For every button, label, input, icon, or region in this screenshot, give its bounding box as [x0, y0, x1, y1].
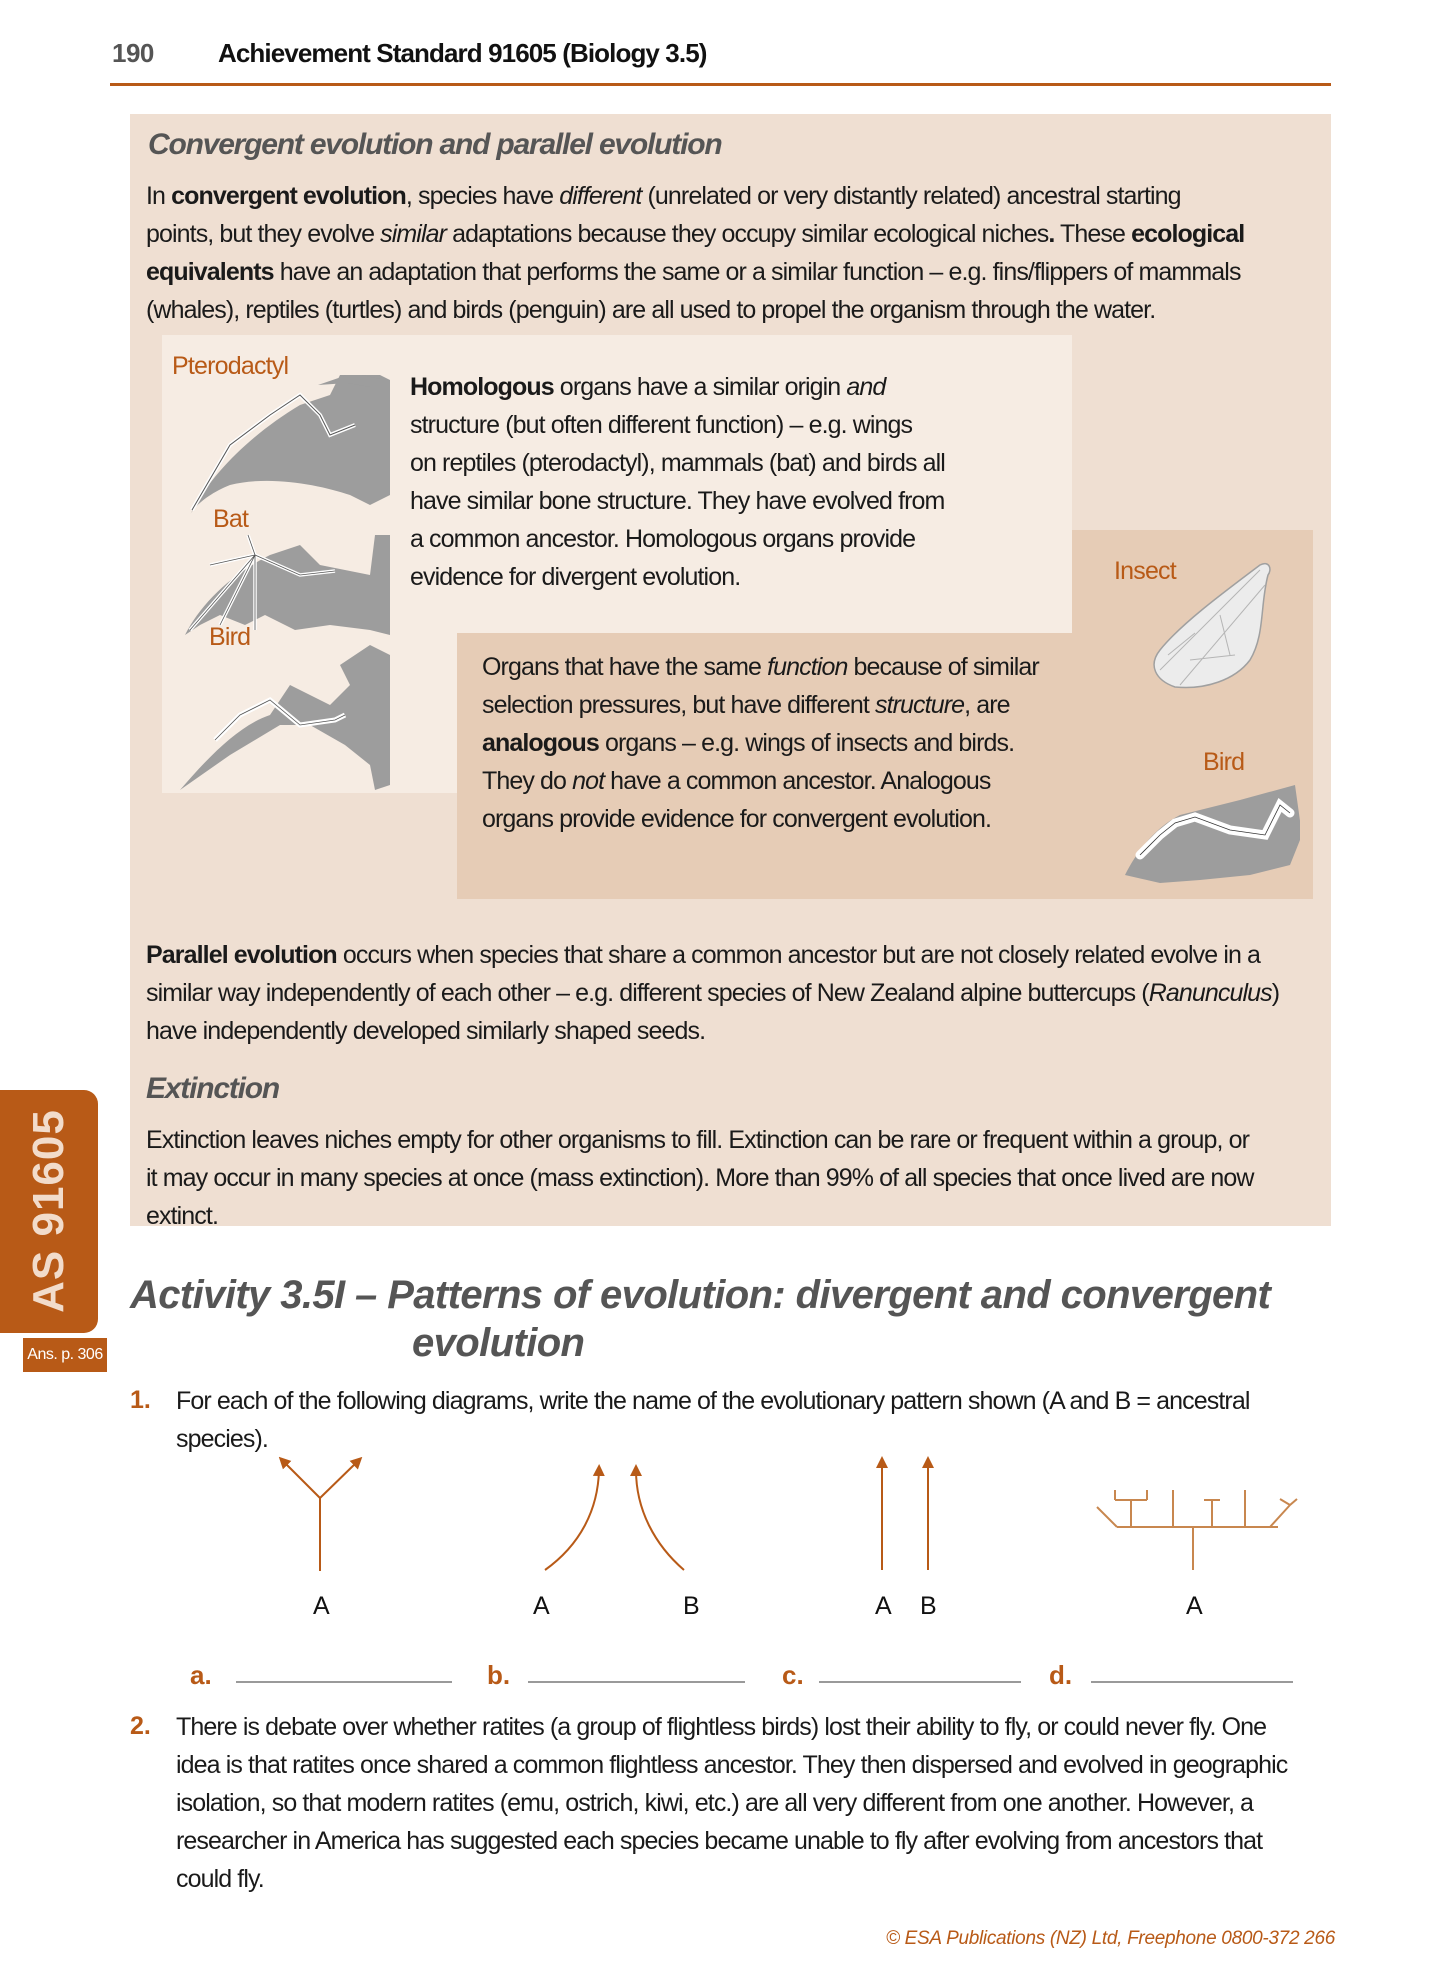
text-line: Homologous organs have a similar origin and [410, 373, 886, 401]
answer-b-letter: b. [487, 1660, 511, 1690]
footer-copyright: © ESA Publications (NZ) Ltd, Freephone 0800-372 266 [886, 1928, 1335, 1949]
text-line: Extinction leaves niches empty for other organisms to fill. Extinction can be rare or frequent within a group, or [146, 1126, 1250, 1154]
text-line: structure (but often different function) – e.g. wings [410, 411, 913, 439]
answer-b-input[interactable] [528, 1681, 745, 1683]
text-line: similar way independently of each other – e.g. different species of New Zealand alpine buttercups (Ranunculus) [146, 979, 1280, 1007]
extinction-heading: Extinction [146, 1072, 280, 1105]
question-1-text-line2: species). [176, 1425, 268, 1453]
text-line: have independently developed similarly shaped seeds. [146, 1017, 706, 1045]
diagram-a-label-a: A [313, 1592, 330, 1620]
question-2-text-line5: could fly. [176, 1865, 264, 1893]
homologous-wings-illustration [170, 375, 390, 795]
question-2-text-line4: researcher in America has suggested each species became unable to fly after evolving from ancestors that [176, 1827, 1263, 1855]
header-divider [110, 83, 1331, 86]
text-line: equivalents have an adaptation that performs the same or a similar function – e.g. fins/flippers of mammals [146, 258, 1241, 286]
text-line: They do not have a common ancestor. Analogous [482, 767, 991, 795]
label-bat: Bat [213, 505, 249, 533]
diagram-d-radiation-icon [1097, 1490, 1297, 1570]
text-line: have similar bone structure. They have evolved from [410, 487, 945, 515]
label-bird-homologous: Bird [209, 623, 251, 651]
page-header-title: Achievement Standard 91605 (Biology 3.5) [218, 38, 707, 68]
answer-c-letter: c. [782, 1660, 804, 1690]
question-2-text-line2: idea is that ratites once shared a common flightless ancestor. They then dispersed and evolved in geographic [176, 1751, 1288, 1779]
diagram-a-divergent-icon [283, 1461, 358, 1571]
answer-d-input[interactable] [1091, 1681, 1293, 1683]
diagram-c-parallel-icon [882, 1462, 928, 1570]
label-bird-analogous: Bird [1203, 748, 1245, 776]
question-2-text-line1: There is debate over whether ratites (a group of flightless birds) lost their ability to fly, or could never fly. One [176, 1713, 1267, 1741]
diagram-b-convergent-icon [545, 1470, 684, 1570]
text-line: organs provide evidence for convergent evolution. [482, 805, 992, 833]
text-line: extinct. [146, 1202, 218, 1230]
text-line: Organs that have the same function because of similar [482, 653, 1039, 681]
text-line: analogous organs – e.g. wings of insects and birds. [482, 729, 1015, 757]
bird-wing-skeleton-icon [180, 645, 390, 790]
bat-wing-icon [185, 535, 390, 635]
text-line: points, but they evolve similar adaptations because they occupy similar ecological niches. These ecological [146, 220, 1245, 248]
evolution-pattern-diagrams [0, 1440, 1445, 1580]
text-line: Parallel evolution occurs when species that share a common ancestor but are not closely related evolve in a [146, 941, 1261, 969]
answer-a-input[interactable] [236, 1681, 452, 1683]
question-2-number: 2. [130, 1712, 151, 1740]
text-line: on reptiles (pterodactyl), mammals (bat) and birds all [410, 449, 945, 477]
diagram-c-label-b: B [920, 1592, 937, 1620]
question-1-text-line1: For each of the following diagrams, write the name of the evolutionary pattern shown (A and B = ancestral [176, 1387, 1250, 1415]
diagram-b-label-a: A [533, 1592, 550, 1620]
answer-page-reference: Ans. p. 306 [23, 1338, 107, 1372]
text-line: In convergent evolution, species have different (unrelated or very distantly related) ancestral starting [146, 182, 1181, 210]
activity-title-line1: Activity 3.5I – Patterns of evolution: divergent and convergent [130, 1273, 1271, 1317]
diagram-d-label-a: A [1186, 1592, 1203, 1620]
question-1-number: 1. [130, 1386, 151, 1414]
answer-d-letter: d. [1049, 1660, 1073, 1690]
answer-a-letter: a. [190, 1660, 212, 1690]
analogous-wings-illustration [1120, 545, 1300, 885]
pterodactyl-wing-icon [190, 375, 390, 515]
bird-wing-icon [1125, 785, 1300, 883]
diagram-c-label-a: A [875, 1592, 892, 1620]
side-tab-label: AS 91605 [24, 1109, 73, 1313]
page-number: 190 [112, 38, 154, 68]
convergent-heading: Convergent evolution and parallel evolution [148, 128, 722, 161]
activity-title-line2: evolution [412, 1321, 585, 1365]
question-2-text-line3: isolation, so that modern ratites (emu, ostrich, kiwi, etc.) are all very different from one another. However, a [176, 1789, 1254, 1817]
standard-side-tab [0, 1090, 98, 1333]
label-pterodactyl: Pterodactyl [172, 352, 289, 380]
text-line: evidence for divergent evolution. [410, 563, 741, 591]
text-line: (whales), reptiles (turtles) and birds (penguin) are all used to propel the organism through the water. [146, 296, 1156, 324]
answer-c-input[interactable] [819, 1681, 1021, 1683]
diagram-b-label-b: B [683, 1592, 700, 1620]
insect-wing-icon [1154, 564, 1270, 688]
text-line: selection pressures, but have different structure, are [482, 691, 1010, 719]
text-line: it may occur in many species at once (mass extinction). More than 99% of all species that once lived are now [146, 1164, 1254, 1192]
text-line: a common ancestor. Homologous organs provide [410, 525, 916, 553]
label-insect: Insect [1114, 557, 1176, 585]
